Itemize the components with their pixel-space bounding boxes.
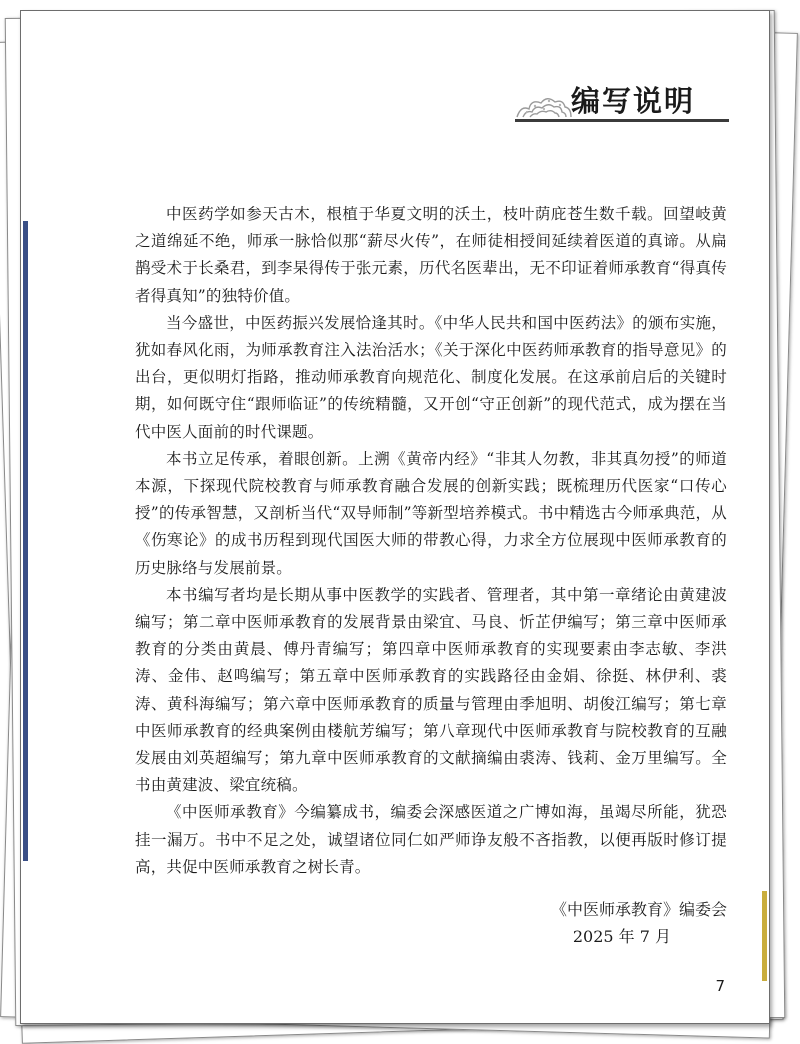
paragraph: 本书立足传承，着眼创新。上溯《黄帝内经》“非其人勿教，非其真勿授”的师道本源，下探现代院校教育与师承教育融合发展的创新实践；既梳理历代医家“口传心授”的传承智慧，又剖析当代“双导师制”等新型培养模式。书中精选古今师承典范，从《伤寒论》的成书历程到现代国医大师的带教心得，力求全方位展现中医师承教育的历史脉络与发展前景。 bbox=[135, 449, 727, 577]
paragraph: 本书编写者均是长期从事中医教学的实践者、管理者，其中第一章绪论由黄建波编写；第二章中医师承教育的发展背景由梁宜、马良、忻芷伊编写；第三章中医师承教育的分类由黄晨、傅丹青编写；第四章中医师承教育的实现要素由李志敏、李洪涛、金伟、赵鸣编写；第五章中医师承教育的实践路径由金娟、徐挺、林伊利、裘涛、黄科海编写；第六章中医师承教育的质量与管理由季旭明、胡俊江编写；第七章中医师承教育的经典案例由楼航芳编写；第八章现代中医师承教育与院校教育的互融发展由刘英超编写；第九章中医师承教育的文献摘编由裘涛、钱莉、金万里编写。全书由黄建波、梁宜统稿。 bbox=[135, 585, 727, 795]
paragraph: 《中医师承教育》今编纂成书，编委会深感医道之广博如海，虽竭尽所能，犹恐挂一漏万。书中不足之处，诚望诸位同仁如严师诤友般不吝指教，以便再版时修订提高，共促中医师承教育之树长青。 bbox=[135, 803, 727, 876]
title-underline bbox=[515, 119, 729, 122]
document-body bbox=[135, 201, 727, 881]
paragraph: 当今盛世，中医药振兴发展恰逢其时。《中华人民共和国中医药法》的颁布实施，犹如春风化雨，为师承教育注入法治活水；《关于深化中医药师承教育的指导意见》的出台，更似明灯指路，推动师承教育向规范化、制度化发展。在这承前启后的关键时期，如何既守住“跟师临证”的传统精髓，又开创“守正创新”的现代范式，成为摆在当代中医人面前的时代课题。 bbox=[135, 313, 727, 441]
document-page bbox=[20, 10, 770, 1024]
signature-block bbox=[481, 896, 727, 950]
signature-date: 2025 年 7 月 bbox=[572, 927, 671, 946]
signature-committee: 《中医师承教育》编委会 bbox=[550, 900, 727, 919]
page-number: 7 bbox=[715, 977, 725, 995]
paragraph: 中医药学如参天古木，根植于华夏文明的沃土，枝叶荫庇苍生数千载。回望岐黄之道绵延不绝，师承一脉恰似那“薪尽火传”，在师徒相授间延续着医道的真谛。从扁鹊受术于长桑君，到李杲得传于张元素，历代名医辈出，无不印证着师承教育“得真传者得真知”的独特价值。 bbox=[135, 205, 727, 305]
page-title: 编写说明 bbox=[571, 84, 696, 118]
page-edge-stripe bbox=[23, 221, 28, 861]
cloud-pattern-icon bbox=[515, 93, 573, 119]
page-edge-stripe bbox=[762, 891, 767, 981]
